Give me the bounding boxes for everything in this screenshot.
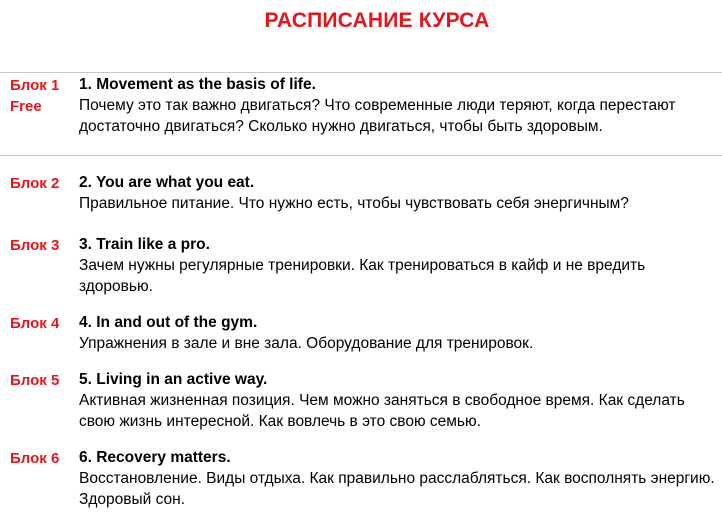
block-title-6: 6. Recovery matters. [79, 449, 231, 466]
block-content-4 [79, 313, 719, 354]
block-description-4: Упражнения в зале и вне зала. Оборудование для тренировок. [79, 335, 534, 352]
block-content-1 [79, 75, 719, 137]
block-content-2 [79, 173, 719, 214]
block-label-1 [10, 75, 59, 117]
block-label-3: Блок 3 [10, 237, 60, 254]
block-content-3 [79, 235, 719, 297]
block-title-2: 2. You are what you eat. [79, 174, 255, 191]
block-label-4: Блок 4 [10, 315, 60, 332]
block-title-5: 5. Living in an active way. [79, 371, 268, 388]
divider-middle [0, 155, 722, 156]
block-content-5 [79, 370, 719, 432]
block-description-5: Активная жизненная позиция. Чем можно заняться в свободное время. Как сделать свою жизнь интересной. Как вовлечь в это свою семью. [79, 392, 685, 430]
divider-top [0, 72, 722, 73]
block-title-4: 4. In and out of the gym. [79, 314, 258, 331]
block-label-2: Блок 2 [10, 175, 60, 192]
block-title-1: 1. Movement as the basis of life. [79, 76, 316, 93]
block-content-6 [79, 448, 719, 510]
block-description-3: Зачем нужны регулярные тренировки. Как тренироваться в кайф и не вредить здоровью. [79, 257, 646, 295]
block-label-6: Блок 6 [10, 450, 60, 467]
block-description-2: Правильное питание. Что нужно есть, чтобы чувствовать себя энергичным? [79, 195, 629, 212]
block-description-1: Почему это так важно двигаться? Что современные люди теряют, когда перестают достаточно двигаться? Сколько нужно двигаться, чтобы быть здоровым. [79, 97, 676, 135]
block-label-text-1: Блок 1 [10, 77, 60, 94]
block-title-3: 3. Train like a pro. [79, 236, 210, 253]
block-label-5: Блок 5 [10, 372, 60, 389]
page-title: РАСПИСАНИЕ КУРСА [264, 9, 490, 32]
free-badge: Free [10, 98, 42, 115]
block-description-6: Восстановление. Виды отдыха. Как правильно расслабляться. Как восполнять энергию. Здоровый сон. [79, 470, 715, 508]
